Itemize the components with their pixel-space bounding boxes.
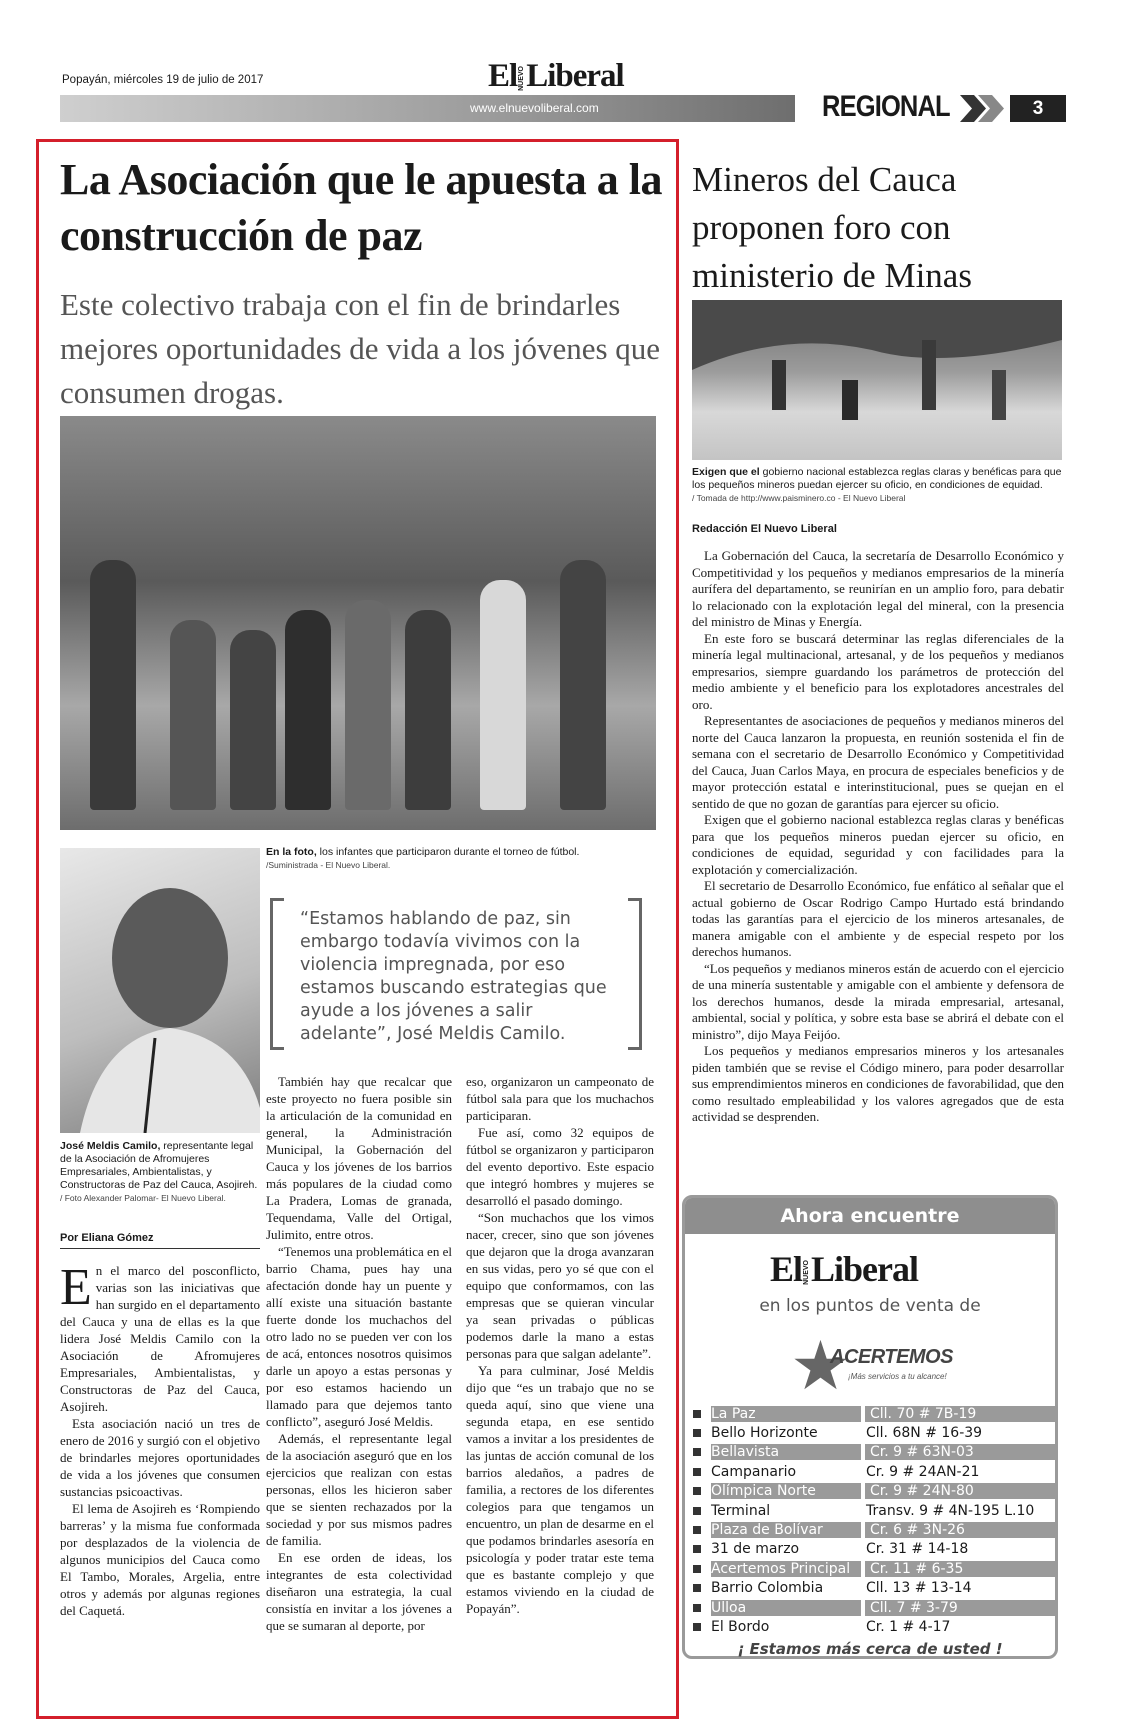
brand-tagline: ¡Más servicios a tu alcance!	[848, 1372, 947, 1381]
bullet-square-icon	[693, 1429, 701, 1437]
location-place: Olímpica Norte	[711, 1483, 861, 1499]
side-photo-caption-lead: Exigen que el	[692, 466, 760, 478]
paragraph: “Tenemos una problemática en el barrio Chama, pues hay una afectación donde hay un puente y allí existe una situación bastante fuerte donde los muchachos del otro lado no se pueden ver con los de acá, entonces nosotros quisimos darle un apoyo a estas personas y por eso estamos haciendo un llamado para que dejemos tanto conflicto”, aseguró José Meldis.	[266, 1244, 452, 1429]
side-photo-caption-text: gobierno nacional establezca reglas claras y benéficas para que los pequeños mineros puedan ejercer su oficio, en condiciones de equidad.	[692, 466, 1062, 491]
paragraph: En ese orden de ideas, los integrantes de esta colectividad diseñaron una estrategia, la cual consistía en invitar a los jóvenes a que se sumaran al deporte, por	[266, 1550, 452, 1633]
star-icon: ★	[790, 1328, 851, 1404]
location-place: Ulloa	[711, 1600, 861, 1616]
masthead-el: El	[488, 58, 518, 94]
portrait-silhouette-icon	[60, 848, 260, 1133]
masthead-liberal: Liberal	[526, 58, 624, 94]
drop-cap: E	[60, 1259, 92, 1316]
location-row	[685, 1423, 1055, 1442]
paragraph: Fue así, como 32 equipos de fútbol se organizaron y participaron del evento deportivo. Este espacio que integró hombres y mujeres se desarrolló el pasado domingo.	[466, 1125, 654, 1208]
section-chevron-icon	[960, 95, 1008, 122]
paragraph: El lema de Asojireh es ‘Rompiendo barreras’ y la misma fue conformada por desplazados de la violencia de algunos municipios del Cauca como El Tambo, Morales, Argelia, entre otros y además por algunas regiones del Caquetá.	[60, 1501, 260, 1618]
paragraph: “Los pequeños y medianos mineros están de acuerdo con el ejercicio de una minería sustentable y amigable con el ambiente y defensora de los derechos humanos, desde la mirada empresarial, artesanal, ambiental, social y política, y sobre esta base se abrirá el debate con el ministro”, dijo Maya Feijóo.	[692, 960, 1064, 1042]
locations-list	[685, 1404, 1055, 1637]
miners-scene-icon	[692, 300, 1062, 460]
paragraph: eso, organizaron un campeonato de fútbol sala para que los muchachos participaran.	[466, 1074, 654, 1123]
location-address: Cr. 9 # 24N-80	[865, 1483, 1055, 1499]
bullet-square-icon	[693, 1604, 701, 1612]
main-photo-caption	[266, 846, 596, 872]
paragraph: Además, el representante legal de la asociación aseguró que en los ejercicios que realizan con estas personas, ellos les hicieron saber que se sienten rechazados por la sociedad y por sus mismos padres de familia.	[266, 1431, 452, 1548]
paragraph: Representantes de asociaciones de pequeños y medianos mineros del norte del Cauca lanzaron la propuesta, en reunión sostenida el fin de semana con el secretario de Desarrollo Económico y Competitividad del Cauca, Juan Carlos Maya, en procura de especiales beneficios y de mayor protección estatal e interinstitucional, pues se quejan en el sentido de que no gozan de garantías para ejercer su oficio.	[692, 713, 1064, 811]
byline-rule	[60, 1248, 260, 1249]
acertemos-logo	[790, 1330, 960, 1404]
quote-bracket-right	[628, 898, 642, 1050]
paragraph: “Son muchachos que los vimos nacer, crecer, sino que son jóvenes que dejaron que la droga avanzaran en sus vidas, pero yo sé que con el equipo que conformamos, con las empresas que se quieran vincular ya sean privadas o públicas podemos darle la mano a estas personas para que salgan adelante”.	[466, 1210, 654, 1361]
location-row	[685, 1540, 1055, 1559]
main-article-column-1	[60, 1259, 260, 1619]
main-photo-caption-lead: En la foto,	[266, 846, 317, 858]
location-row	[685, 1559, 1055, 1578]
masthead-nuevo: NUEVO	[518, 65, 526, 91]
location-place: Barrio Colombia	[711, 1580, 824, 1597]
location-row	[685, 1617, 1055, 1636]
bullet-square-icon	[693, 1565, 701, 1573]
main-article-subtitle: Este colectivo trabaja con el fin de brindarles mejores oportunidades de vida a los jóvenes que consumen drogas.	[60, 287, 661, 410]
location-address: Cll. 13 # 13-14	[866, 1580, 972, 1597]
section-label: REGIONAL	[822, 90, 950, 123]
side-article-byline: Redacción El Nuevo Liberal	[692, 523, 837, 535]
masthead-logo	[488, 58, 624, 95]
location-row	[685, 1462, 1055, 1481]
paragraph: Esta asociación nació un tres de enero de 2016 y surgió con el objetivo de brindarles mejores oportunidades de vida a los jóvenes que consumen sustancias psicoactivas.	[60, 1416, 260, 1499]
side-article-photo	[692, 300, 1062, 460]
pull-quote: “Estamos hablando de paz, sin embargo todavía vivimos con la violencia impregnada, por eso estamos buscando estrategias que ayude a los jóvenes a salir adelante”, José Meldis Camilo.	[300, 909, 607, 1044]
location-place: Bellavista	[711, 1444, 861, 1460]
bullet-square-icon	[693, 1487, 701, 1495]
location-row	[685, 1404, 1055, 1423]
location-address: Cr. 1 # 4-17	[866, 1618, 951, 1635]
paragraph: En este foro se buscará determinar las reglas diferenciales de la minería legal multinacional, artesanal, y de los pequeños y medianos empresarios, siempre guardando los parámetros de protección del medio ambiente y el beneficio para los explotadores ancestrales del oro.	[692, 630, 1064, 712]
location-place: Campanario	[711, 1463, 797, 1480]
portrait-caption-text: representante legal de la Asociación de Afromujeres Empresariales, Ambientalistas, y Constructoras de Paz del Cauca, Asojireh.	[60, 1140, 258, 1191]
paragraph: La Gobernación del Cauca, la secretaría de Desarrollo Económico y Competitividad y los pequeños y medianos empresarios de la minería aurífera del departamento, se reunirían en un amplio foro, para debatir lo relacionado con la explotación legal del mineral, con la presencia del ministro de Minas y Energía.	[692, 548, 1064, 629]
location-row	[685, 1520, 1055, 1539]
location-place: Bello Horizonte	[711, 1425, 818, 1442]
ad-logo-el: El	[770, 1249, 803, 1289]
ad-logo-liberal: Liberal	[811, 1249, 919, 1289]
paragraph	[60, 1259, 260, 1415]
ad-heading: Ahora encuentre	[685, 1198, 1055, 1234]
main-article-title: La Asociación que le apuesta a la construcción de paz	[60, 155, 662, 260]
location-place: Acertemos Principal	[711, 1561, 861, 1577]
bullet-square-icon	[693, 1623, 701, 1631]
paragraph: También hay que recalcar que este proyecto no fuera posible sin la articulación de la comunidad en general, la Administración Municipal, la Gobernación del Cauca y los jóvenes de los barrios más populares de la ciudad como La Pradera, Lomas de granada, Tequendama, Valle del Ortigal, Julimito, entre otros.	[266, 1074, 452, 1242]
portrait-photo	[60, 848, 260, 1133]
header-url: www.elnuevoliberal.com	[470, 101, 599, 115]
brand-name: ACERTEMOS	[830, 1346, 953, 1368]
location-address: Cr. 9 # 63N-03	[865, 1444, 1055, 1460]
location-address: Cll. 70 # 7B-19	[865, 1406, 1055, 1422]
location-address: Cll. 68N # 16-39	[866, 1425, 983, 1442]
header-bar	[60, 95, 795, 122]
location-place: El Bordo	[711, 1618, 770, 1635]
bullet-square-icon	[693, 1448, 701, 1456]
side-photo-caption	[692, 466, 1062, 505]
main-photo-credit: /Suministrada - El Nuevo Liberal.	[266, 860, 391, 870]
paragraph-text: n el marco del posconflicto, varias son las iniciativas que han surgido en el departamento del Cauca y una de ellas es la que lidera José Meldis Camilo con la Asociación de Afromujeres Empresariales, Ambientalistas, y Constructoras de Paz del Cauca, Asojireh.	[60, 1263, 260, 1414]
main-article-column-2	[266, 1073, 452, 1634]
location-address: Cr. 6 # 3N-26	[865, 1522, 1055, 1538]
paragraph: Exigen que el gobierno nacional establezca reglas claras y benéficas para que los pequeños mineros puedan ejercer su oficio, en condiciones de equidad, seguridad y con facilidades para la explotación y comercialización.	[692, 812, 1064, 877]
location-address: Cr. 11 # 6-35	[865, 1561, 1055, 1577]
quote-bracket-left	[270, 898, 284, 1050]
bullet-square-icon	[693, 1410, 701, 1418]
portrait-caption-lead: José Meldis Camilo,	[60, 1140, 161, 1152]
bullet-square-icon	[693, 1468, 701, 1476]
location-row	[685, 1598, 1055, 1617]
location-place: Plaza de Bolívar	[711, 1522, 861, 1538]
portrait-caption	[60, 1140, 265, 1205]
location-address: Cr. 9 # 24AN-21	[866, 1463, 980, 1480]
location-place: 31 de marzo	[711, 1541, 800, 1558]
bullet-square-icon	[693, 1507, 701, 1515]
location-row	[685, 1501, 1055, 1520]
main-article-photo	[60, 416, 656, 830]
ad-footer: ¡ Estamos más cerca de usted !	[737, 1640, 1003, 1658]
ad-newspaper-logo	[770, 1248, 918, 1290]
location-address: Cr. 31 # 14-18	[866, 1541, 969, 1558]
location-address: Cll. 7 # 3-79	[865, 1600, 1055, 1616]
location-place: La Paz	[711, 1406, 861, 1422]
location-row	[685, 1482, 1055, 1501]
side-article-body	[692, 548, 1064, 1126]
paragraph: Los pequeños y medianos empresarios mineros y los artesanales piden también que se revise el Código minero, para poder desarrollar sus emprendimientos mineros en condiciones de favorabilidad, que den como resultado empleabilidad y los valores agregados que de esta actividad se desprenden.	[692, 1043, 1064, 1124]
page-number: 3	[1010, 95, 1066, 122]
location-place: Terminal	[711, 1502, 771, 1519]
ad-subheading: en los puntos de venta de	[759, 1296, 981, 1316]
bullet-square-icon	[693, 1584, 701, 1592]
portrait-credit: / Foto Alexander Palomar- El Nuevo Liberal.	[60, 1193, 226, 1203]
location-row	[685, 1443, 1055, 1462]
main-article-byline: Por Eliana Gómez	[60, 1232, 154, 1244]
main-article-column-3	[466, 1073, 654, 1617]
bullet-square-icon	[693, 1545, 701, 1553]
main-photo-caption-text: los infantes que participaron durante el torneo de fútbol.	[319, 846, 580, 858]
paragraph: Ya para culminar, José Meldis dijo que “es un trabajo que no se queda aquí, sino que viene una segunda etapa, en ese sentido vamos a invitar a los presidentes de las juntas de acción comunal de los barrios aledaños, a padres de familia, a rectores de los diferentes colegios para que tengamos un encuentro, un plan de desarme en el que podamos brindarles asesoría en psicología y poder tratar este tema que es bastante complejo y que estamos viviendo en la ciudad de Popayán”.	[466, 1363, 654, 1616]
paragraph: El secretario de Desarrollo Económico, fue enfático al señalar que el actual gobierno de Oscar Rodrigo Campo Hurtado está brindando todas las garantías para el ejercicio de los mineros artesanales, de manera amigable con el ambiente y de especial respeto por los derechos humanos.	[692, 878, 1064, 959]
ad-logo-nuevo: NUEVO	[803, 1260, 811, 1286]
side-article-title: Mineros del Cauca proponen foro con ministerio de Minas	[692, 160, 972, 295]
bullet-square-icon	[693, 1526, 701, 1534]
header-date: Popayán, miércoles 19 de julio de 2017	[62, 74, 264, 86]
side-photo-credit: / Tomada de http://www.paisminero.co - El Nuevo Liberal	[692, 493, 906, 503]
location-row	[685, 1579, 1055, 1598]
location-address: Transv. 9 # 4N-195 L.10	[866, 1502, 1035, 1519]
